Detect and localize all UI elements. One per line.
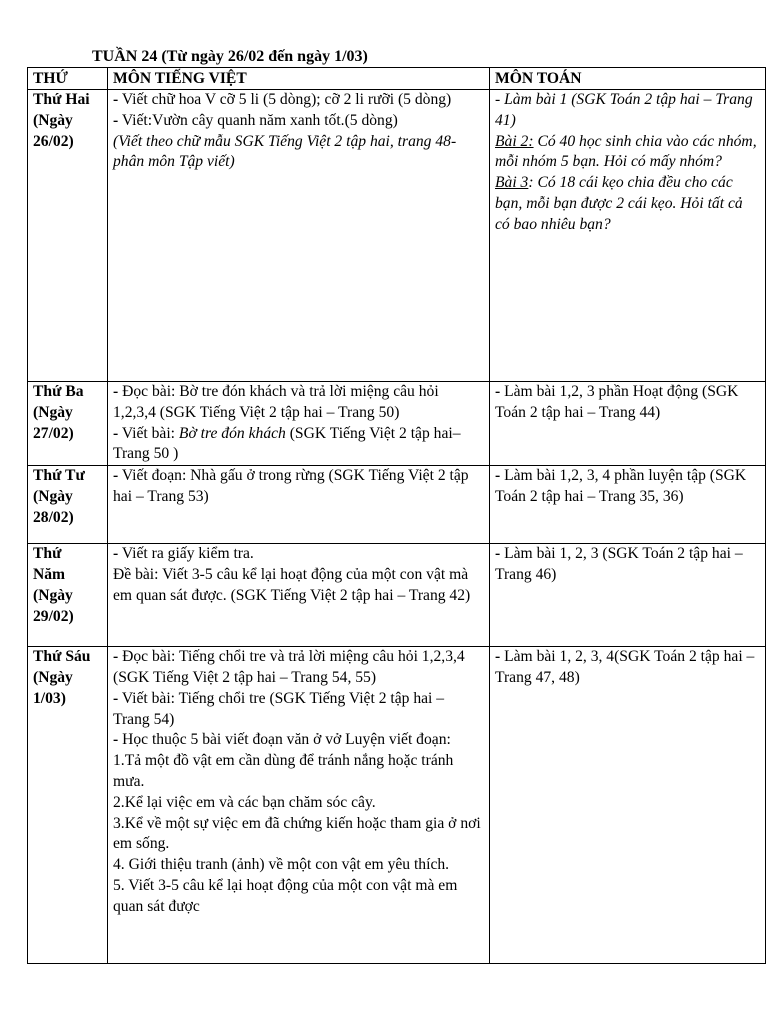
day-cell: Thứ Sáu (Ngày 1/03) (28, 647, 108, 964)
math-cell: - Làm bài 1 (SGK Toán 2 tập hai – Trang 41) Bài 2: Có 40 học sinh chia vào các nhóm, mỗi nhóm 5 bạn. Hỏi có mấy nhóm? Bài 3: Có 18 cái kẹo chia đều cho các bạn, mỗi bạn được 2 cái kẹo. Hỏi tất cả có bao nhiêu bạn? (490, 90, 766, 382)
list-item: 1.Tả một đồ vật em cần dùng để tránh nắng hoặc tránh mưa. (113, 752, 454, 790)
vietnamese-cell: - Viết ra giấy kiểm tra. Đề bài: Viết 3-5 câu kể lại hoạt động của một con vật mà em quan sát được. (SGK Tiếng Việt 2 tập hai – Trang 42) (108, 544, 490, 647)
math-cell: - Làm bài 1,2, 3 phần Hoạt động (SGK Toán 2 tập hai – Trang 44) (490, 382, 766, 466)
vietnamese-cell: - Đọc bài: Tiếng chổi tre và trả lời miệng câu hỏi 1,2,3,4 (SGK Tiếng Việt 2 tập hai – Trang 54, 55) - Viết bài: Tiếng chổi tre (SGK Tiếng Việt 2 tập hai – Trang 54) - Học thuộc 5 bài viết đoạn văn ở vở Luyện viết đoạn: 1.Tả một đồ vật em cần dùng để tránh nắng hoặc tránh mưa. 2.Kể lại việc em và các bạn chăm sóc cây. 3.Kể về một sự việc em đã chứng kiến hoặc tham gia ở nơi em sống. 4. Giới thiệu tranh (ảnh) về một con vật em yêu thích. 5. Viết 3-5 câu kể lại hoạt động của một con vật mà em quan sát được (108, 647, 490, 964)
day-cell: Thứ Tư (Ngày 28/02) (28, 466, 108, 544)
day-cell: Thứ Hai (Ngày 26/02) (28, 90, 108, 382)
math-cell: - Làm bài 1,2, 3, 4 phần luyện tập (SGK Toán 2 tập hai – Trang 35, 36) (490, 466, 766, 544)
math-cell: - Làm bài 1, 2, 3, 4(SGK Toán 2 tập hai – Trang 47, 48) (490, 647, 766, 964)
table-row (28, 90, 766, 382)
header-row (28, 68, 766, 90)
day-cell: Thứ Năm (Ngày 29/02) (28, 544, 108, 647)
vietnamese-cell: - Đọc bài: Bờ tre đón khách và trả lời miệng câu hỏi 1,2,3,4 (SGK Tiếng Việt 2 tập hai – Trang 50) - Viết bài: Bờ tre đón khách (SGK Tiếng Việt 2 tập hai– Trang 50 ) (108, 382, 490, 466)
table-row (28, 382, 766, 466)
header-day: THỨ (28, 68, 108, 90)
math-cell: - Làm bài 1, 2, 3 (SGK Toán 2 tập hai – Trang 46) (490, 544, 766, 647)
page-title: TUẦN 24 (Từ ngày 26/02 đến ngày 1/03) (92, 48, 368, 65)
header-math: MÔN TOÁN (490, 68, 766, 90)
table-row (28, 544, 766, 647)
schedule-table (27, 67, 766, 964)
list-item: 4. Giới thiệu tranh (ảnh) về một con vật em yêu thích. (113, 856, 450, 874)
list-item: 5. Viết 3-5 câu kể lại hoạt động của một con vật mà em quan sát được (113, 876, 458, 915)
table-row (28, 466, 766, 544)
table-row (28, 647, 766, 964)
vietnamese-cell: - Viết đoạn: Nhà gấu ở trong rừng (SGK Tiếng Việt 2 tập hai – Trang 53) (108, 466, 490, 544)
list-item: 3.Kể về một sự việc em đã chứng kiến hoặc tham gia ở nơi em sống. (113, 814, 481, 853)
header-vietnamese: MÔN TIẾNG VIỆT (108, 68, 490, 90)
list-item: 2.Kể lại việc em và các bạn chăm sóc cây. (113, 793, 376, 811)
day-cell: Thứ Ba (Ngày 27/02) (28, 382, 108, 466)
vietnamese-cell: - Viết chữ hoa V cỡ 5 li (5 dòng); cỡ 2 li rưỡi (5 dòng) - Viết:Vườn cây quanh năm xanh tốt.(5 dòng) (Viết theo chữ mẫu SGK Tiếng Việt 2 tập hai, trang 48- phân môn Tập viết) (108, 90, 490, 382)
